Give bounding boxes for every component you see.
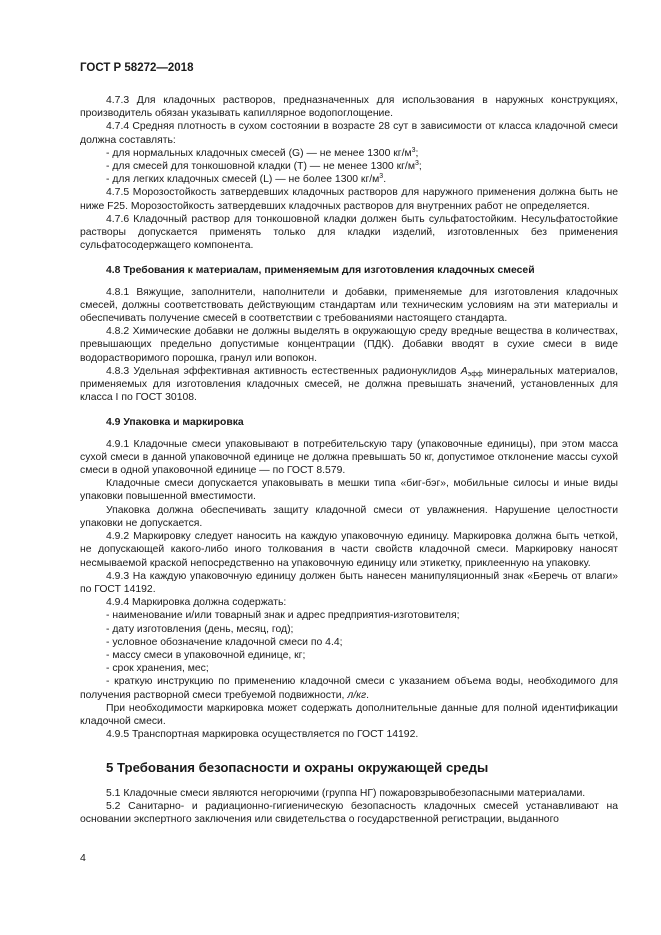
clause-4-8-2: 4.8.2 Химические добавки не должны выделять в окружающую среду вредные вещества в количествах, превышающих предельно допустимые концентрации (ПДК). Добавки вводят в сухие смеси в виде водорастворимого порошка, гранул или вопокон. bbox=[80, 326, 618, 364]
clause-4-9-1-moisture: Упаковка должна обеспечивать защиту кладочной смеси от увлажнения. Нарушение целостности упаковки не допускается. bbox=[80, 504, 618, 529]
page-number: 4 bbox=[80, 852, 86, 864]
clause-4-9-4-additional: При необходимости маркировка может содержать дополнительные данные для полной идентификации кладочной смеси. bbox=[80, 702, 618, 727]
section-heading-5: 5 Требования безопасности и охраны окружающей среды bbox=[106, 760, 489, 776]
density-item-g: - для нормальных кладочных смесей (G) — не менее 1300 $кг/м^3$; bbox=[106, 146, 419, 159]
clause-4-9-3: 4.9.3 На каждую упаковочную единицу должен быть нанесен манипуляционный знак «Беречь от влаги» по ГОСТ 14192. bbox=[80, 570, 618, 595]
marking-item-mass: - массу смеси в упаковочной единице, кг; bbox=[106, 649, 306, 661]
clause-5-2: 5.2 Санитарно- и радиационно-гигиеническую безопасность кладочных смесей устанавливают на основании экспертного заключения или свидетельства о государственной регистрации, выданного bbox=[80, 800, 618, 825]
density-item-l: - для легких кладочных смесей (L) — не более 1300 $кг/м^3$. bbox=[106, 173, 387, 186]
marking-item-date: - дату изготовления (день, месяц, год); bbox=[106, 623, 294, 635]
clause-5-1: 5.1 Кладочные смеси являются негорючими (группа НГ) пожаровзрывобезопасными материалами. bbox=[106, 787, 586, 799]
marking-item-name: - наименование и/или товарный знак и адрес предприятия-изготовителя; bbox=[106, 610, 460, 622]
density-item-t: - для смесей для тонкошовной кладки (Т) — не менее 1300 $кг/м^3$; bbox=[106, 160, 422, 173]
marking-item-shelf-life: - срок хранения, мес; bbox=[106, 663, 209, 675]
marking-item-instructions: - краткую инструкцию по применению кладочной смеси с указанием объема воды, необходимого для получения растворной смеси требуемой подвижности, л/кг. bbox=[80, 676, 618, 701]
section-heading-4-8: 4.8 Требования к материалам, применяемым для изготовления кладочных смесей bbox=[106, 265, 535, 277]
clause-4-7-5: 4.7.5 Морозостойкость затвердевших кладочных растворов для наружного применения должна быть не ниже F25. Морозостойкость затвердевших кладочных растворов для внутренних работ не определяется. bbox=[80, 187, 618, 212]
document-header: ГОСТ Р 58272—2018 bbox=[80, 62, 194, 74]
marking-item-designation: - условное обозначение кладочной смеси по 4.4; bbox=[106, 636, 343, 648]
document-body bbox=[80, 94, 618, 826]
clause-4-9-4: 4.9.4 Маркировка должна содержать: bbox=[106, 597, 287, 609]
clause-4-8-1: 4.8.1 Вяжущие, заполнители, наполнители и добавки, применяемые для изготовления кладочных смесей, должны соответствовать действующим стандартам или техническим условиям на эти материалы и обеспечивать получение смесей в соответствии с требованиями настоящего стандарта. bbox=[80, 286, 618, 325]
section-heading-4-9: 4.9 Упаковка и маркировка bbox=[106, 417, 244, 429]
clause-4-8-3: 4.8.3 Удельная эффективная активность естественных радионуклидов $А_{эфф}$ минеральных материалов, применяемых для изготовления кладочных смесей, не должна превышать значений, установленных для класса I по ГОСТ 30108. bbox=[80, 365, 618, 404]
clause-4-9-1: 4.9.1 Кладочные смеси упаковывают в потребительскую тару (упаковочные единицы), при этом масса сухой смеси в данной упаковочной единице не должна превышать 50 кг, допустимое отклонение массы сухой смеси в одной упаковочной единице — по ГОСТ 8.579. bbox=[80, 438, 618, 477]
clause-4-7-4: 4.7.4 Средняя плотность в сухом состоянии в возрасте 28 сут в зависимости от класса кладочной смеси должна составлять: bbox=[80, 121, 618, 146]
clause-4-7-3: 4.7.3 Для кладочных растворов, предназначенных для использования в наружных конструкциях, производитель обязан указывать капиллярное водопоглощение. bbox=[80, 95, 618, 120]
clause-4-7-6: 4.7.6 Кладочный раствор для тонкошовной кладки должен быть сульфатостойким. Несульфатостойкие растворы допускается применять только для кладки изделий, изготовленных без применения сульфатосодержащего компонента. bbox=[80, 213, 618, 252]
clause-4-9-2: 4.9.2 Маркировку следует наносить на каждую упаковочную единицу. Маркировка должна быть четкой, не допускающей какого-либо иного толкования в части свойств кладочной смеси. Маркировку наносят несмываемой краской непосредственно на упаковочную единицу или этикетку, приклеенную на упаковку. bbox=[80, 531, 618, 569]
clause-4-9-5: 4.9.5 Транспортная маркировка осуществляется по ГОСТ 14192. bbox=[106, 729, 419, 741]
clause-4-9-1-bigbag: Кладочные смеси допускается упаковывать в мешки типа «биг-бэг», мобильные силосы и иные виды упаковки повышенной вместимости. bbox=[80, 478, 618, 503]
